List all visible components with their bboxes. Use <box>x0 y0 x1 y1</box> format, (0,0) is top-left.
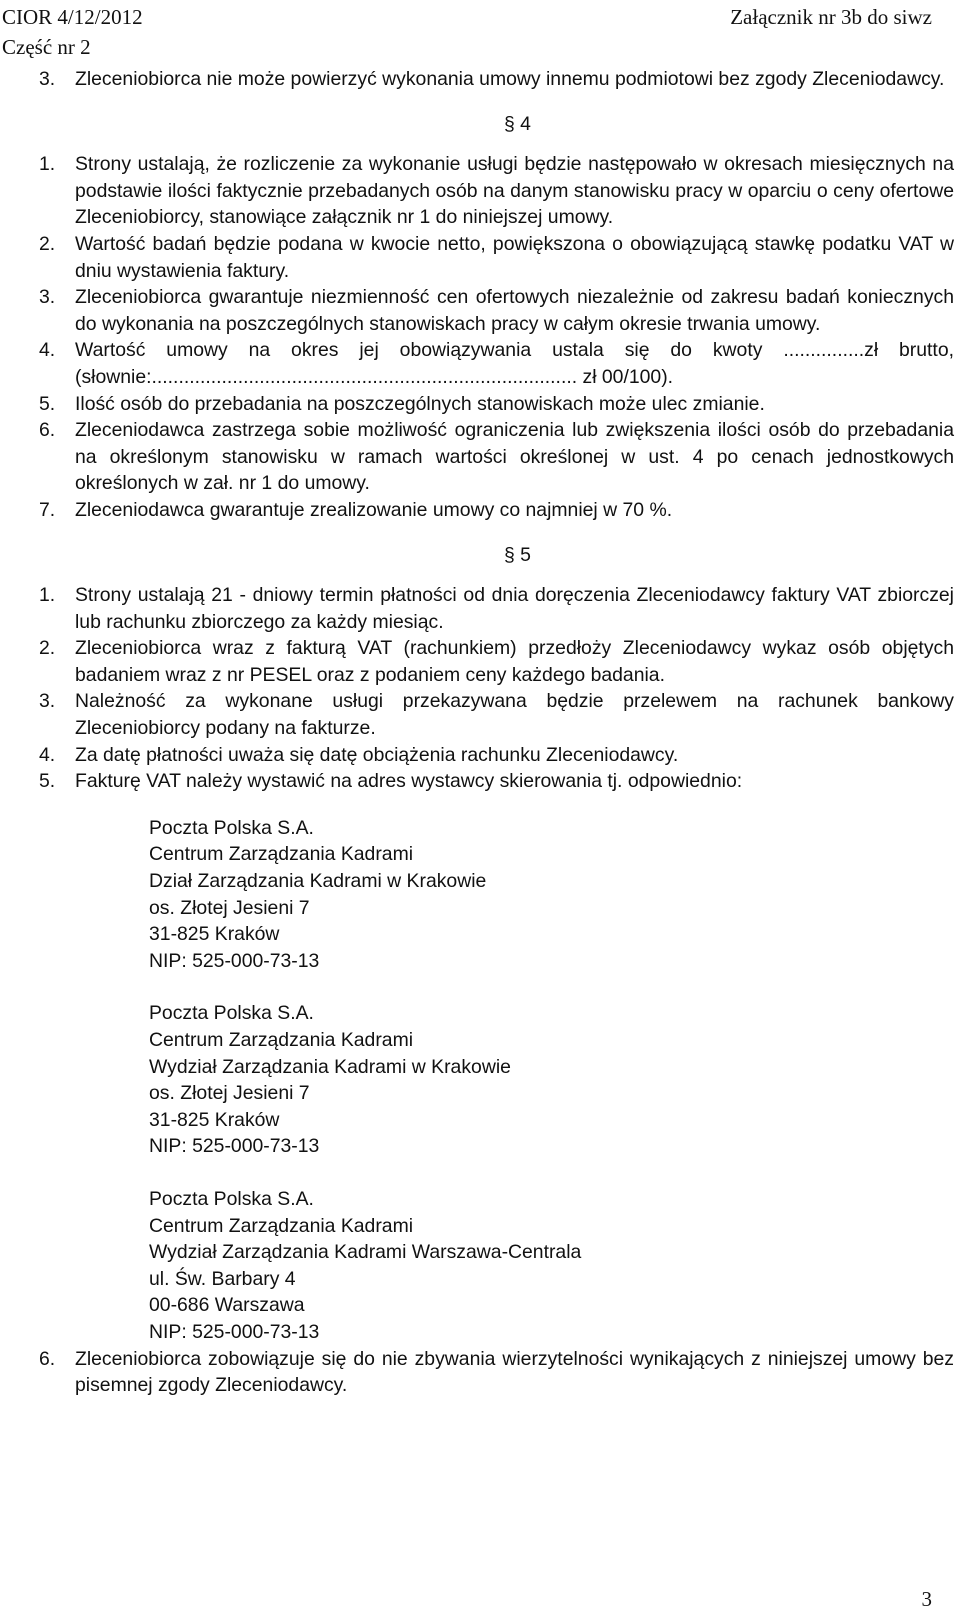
item-text: Zleceniobiorca gwarantuje niezmienność cen ofertowych niezależnie od zakresu badań koniecznych do wykonania na poszczególnych stanowiskach pracy w całym okresie trwania umowy. <box>75 286 954 335</box>
address-line: os. Złotej Jesieni 7 <box>149 896 310 919</box>
item-number: 3. <box>39 286 56 309</box>
address-line: Poczta Polska S.A. <box>149 1187 314 1210</box>
item-text: Wartość umowy na okres jej obowiązywania ustala się do kwoty ...............zł brutto, (słownie:............................................................................... zł 00/100). <box>75 339 954 388</box>
item-text: Za datę płatności uważa się datę obciążenia rachunku Zleceniodawcy. <box>75 743 679 766</box>
address-line: Dział Zarządzania Kadrami w Krakowie <box>149 870 487 893</box>
section5-item <box>39 742 954 769</box>
section5-item <box>39 582 954 635</box>
item-number: 7. <box>39 498 56 521</box>
item-text: Zleceniobiorca wraz z fakturą VAT (rachunkiem) przedłoży Zleceniodawcy wykaz osób objętych badaniem wraz z nr PESEL oraz z podaniem ceny każdego badania. <box>75 637 954 686</box>
header-part-number: Część nr 2 <box>2 35 91 59</box>
address-line: NIP: 525-000-73-13 <box>149 1135 320 1158</box>
header-attachment-label: Załącznik nr 3b do siwz <box>730 5 932 29</box>
header-left <box>2 2 143 62</box>
section4-item <box>39 337 954 390</box>
item-text: Wartość badań będzie podana w kwocie netto, powiększona o obowiązującą stawkę podatku VAT w dniu wystawienia faktury. <box>75 232 954 282</box>
item-number: 2. <box>39 232 56 255</box>
item-text: Zleceniodawca zastrzega sobie możliwość ograniczenia lub zwiększenia ilości osób do przebadania na określonym stanowisku w ramach wartości określonej w ust. 4 po cenach jednostkowych określonych w zał. nr 1 do umowy. <box>75 419 954 495</box>
item-number: 5. <box>39 392 56 415</box>
section5-item <box>39 768 954 795</box>
item-number: 4. <box>39 339 56 362</box>
address-line: Poczta Polska S.A. <box>149 816 314 839</box>
section5-item <box>39 635 954 688</box>
address-line: Centrum Zarządzania Kadrami <box>149 843 414 866</box>
item-number: 1. <box>39 153 56 176</box>
address-line: 31-825 Kraków <box>149 923 280 946</box>
address-line: ul. Św. Barbary 4 <box>149 1267 296 1290</box>
section5-item <box>39 1346 954 1399</box>
address-line: Poczta Polska S.A. <box>149 1002 314 1025</box>
address-line: 31-825 Kraków <box>149 1108 280 1131</box>
address-line: Wydział Zarządzania Kadrami w Krakowie <box>149 1055 511 1078</box>
section-4-heading: § 4 <box>504 112 531 135</box>
item-number: 6. <box>39 1347 56 1370</box>
section4-item <box>39 231 954 284</box>
item-text: Zleceniobiorca zobowiązuje się do nie zbywania wierzytelności wynikających z niniejszej umowy bez pisemnej zgody Zleceniodawcy. <box>75 1347 954 1397</box>
item-number: 2. <box>39 637 56 660</box>
header-document-id: CIOR 4/12/2012 <box>2 5 143 29</box>
section-5-heading: § 5 <box>504 543 531 566</box>
address-block-krakow-dzial <box>149 815 954 975</box>
item-text: Zleceniobiorca nie może powierzyć wykonania umowy innemu podmiotowi bez zgody Zleceniodawcy. <box>75 68 945 90</box>
section4-item <box>39 417 954 497</box>
item-number: 4. <box>39 743 56 766</box>
item-number: 5. <box>39 770 56 793</box>
address-line: os. Złotej Jesieni 7 <box>149 1082 310 1105</box>
page-number: 3 <box>921 1587 932 1611</box>
item-number: 3. <box>39 690 56 713</box>
address-line: 00-686 Warszawa <box>149 1294 305 1317</box>
item-number: 3. <box>39 68 56 90</box>
item-text: Strony ustalają 21 - dniowy termin płatności od dnia doręczenia Zleceniodawcy faktury VAT zbiorczej lub rachunku zbiorczego za każdy miesiąc. <box>75 584 954 633</box>
address-line: NIP: 525-000-73-13 <box>149 949 320 972</box>
section4-item <box>39 497 954 524</box>
section4-item <box>39 151 954 231</box>
address-block-krakow-wydzial <box>149 1000 954 1160</box>
item-text: Należność za wykonane usługi przekazywana będzie przelewem na rachunek bankowy Zleceniobiorcy podany na fakturze. <box>75 690 954 740</box>
section3-item-3 <box>39 66 954 93</box>
item-text: Fakturę VAT należy wystawić na adres wystawcy skierowania tj. odpowiednio: <box>75 770 743 793</box>
item-text: Zleceniodawca gwarantuje zrealizowanie umowy co najmniej w 70 %. <box>75 498 673 521</box>
section4-item <box>39 284 954 337</box>
item-text: Strony ustalają, że rozliczenie za wykonanie usługi będzie następowało w okresach miesięcznych na podstawie ilości faktycznie przebadanych osób na danym stanowisku pracy w oparciu o ceny ofertowe Zleceniobiorcy, stanowiące załącznik nr 1 do niniejszej umowy. <box>75 153 954 229</box>
item-text: Ilość osób do przebadania na poszczególnych stanowiskach może ulec zmianie. <box>75 392 765 415</box>
section4-item <box>39 391 954 418</box>
document-body <box>39 66 954 1399</box>
item-number: 1. <box>39 584 56 607</box>
address-line: NIP: 525-000-73-13 <box>149 1320 320 1343</box>
item-number: 6. <box>39 419 56 442</box>
address-line: Centrum Zarządzania Kadrami <box>149 1029 414 1051</box>
section5-item <box>39 688 954 741</box>
address-block-warszawa <box>149 1186 954 1346</box>
invoice-addresses <box>39 815 954 1346</box>
address-line: Wydział Zarządzania Kadrami Warszawa-Centrala <box>149 1241 582 1264</box>
address-line: Centrum Zarządzania Kadrami <box>149 1214 414 1237</box>
